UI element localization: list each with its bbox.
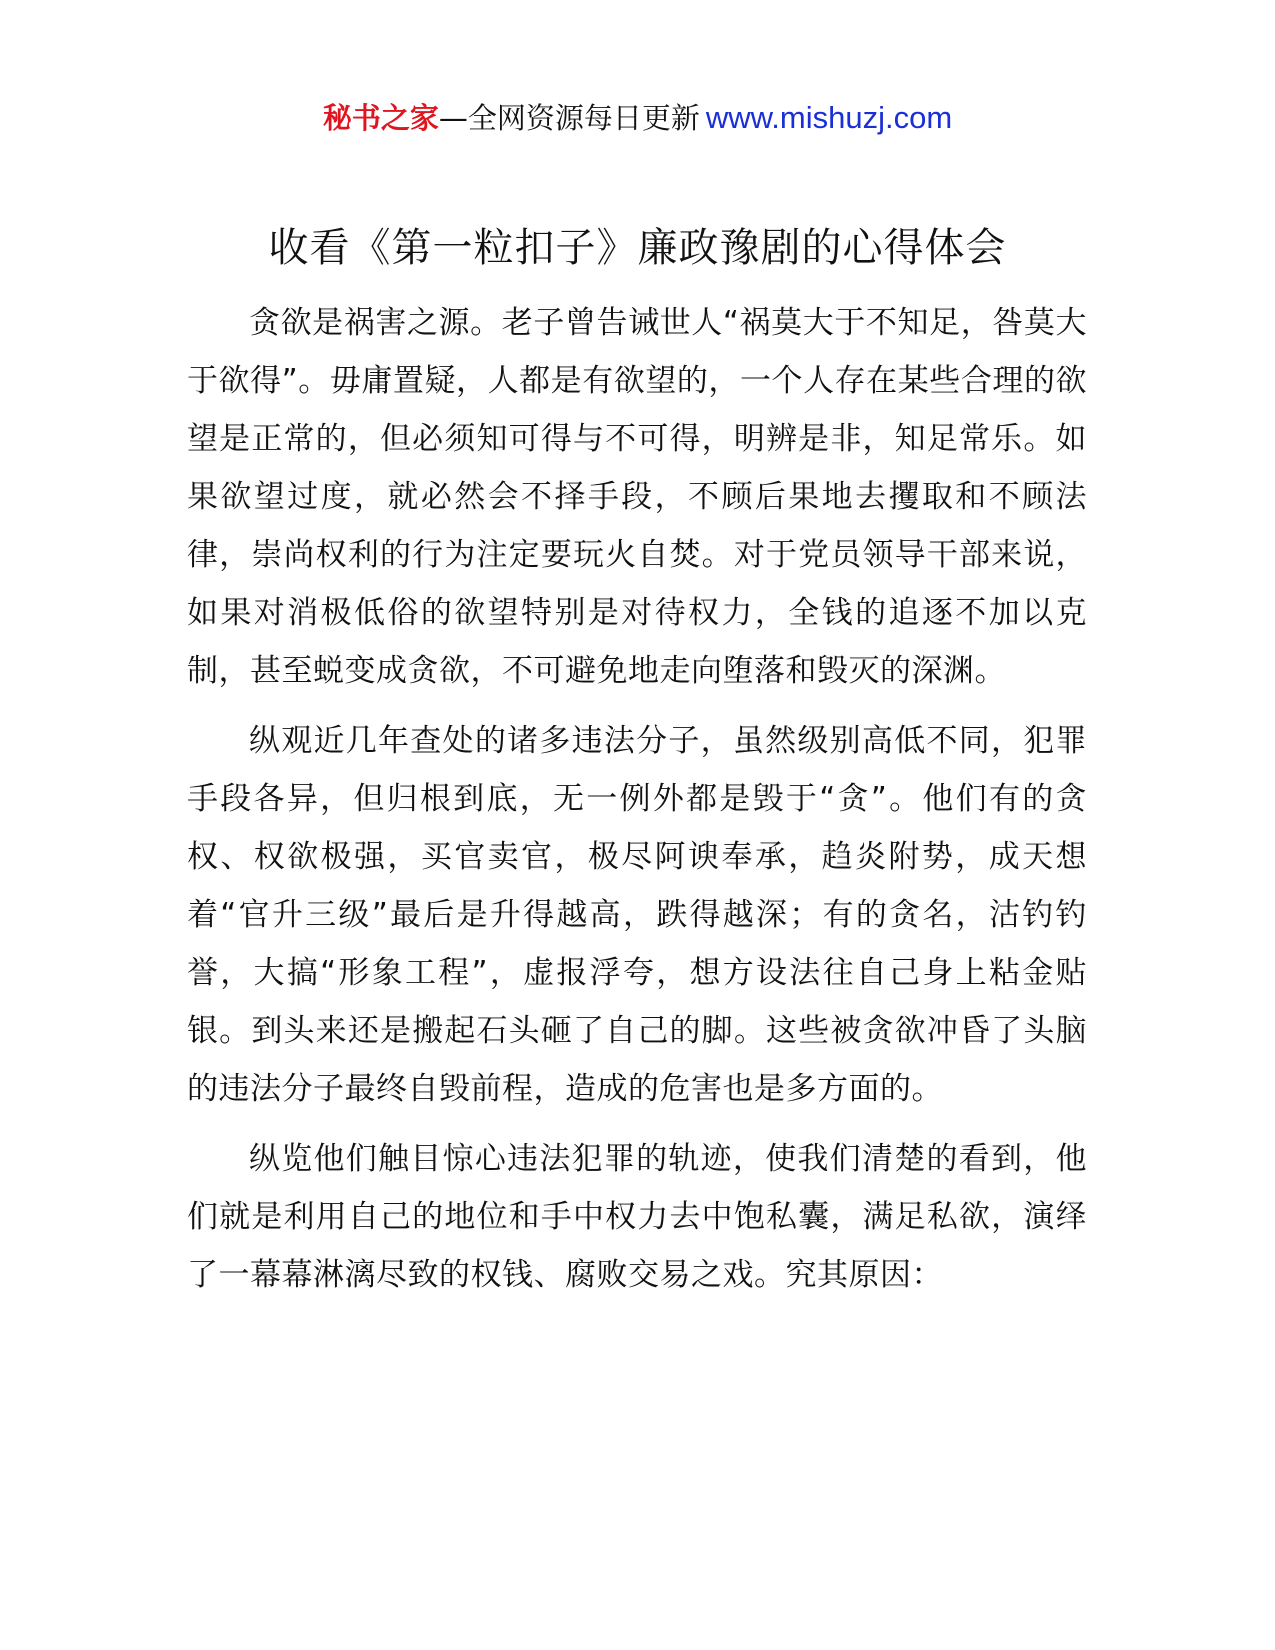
header-slogan: —全网资源每日更新 [438,101,700,135]
paragraph-1: 贪欲是祸害之源。老子曾告诫世人“祸莫大于不知足，咎莫大于欲得”。毋庸置疑，人都是有欲望的，一个人存在某些合理的欲望是正常的，但必须知可得与不可得，明辨是非，知足常乐。如果欲望过度，就必然会不择手段，不顾后果地去攫取和不顾法律，崇尚权利的行为注定要玩火自焚。对于党员领导干部来说，如果对消极低俗的欲望特别是对待权力，全钱的追逐不加以克制，甚至蜕变成贪欲，不可避免地走向堕落和毁灭的深渊。 [187,305,1087,689]
page-header [0,98,1275,138]
header-brand: 秘书之家 [322,101,439,135]
paragraph-3: 纵览他们触目惊心违法犯罪的轨迹，使我们清楚的看到，他们就是利用自己的地位和手中权力去中饱私囊，满足私欲，演绎了一幕幕淋漓尽致的权钱、腐败交易之戏。究其原因： [187,1141,1087,1293]
document-title: 收看《第一粒扣子》廉政豫剧的心得体会 [268,225,1007,271]
paragraph-2: 纵观近几年查处的诸多违法分子，虽然级别高低不同，犯罪手段各异，但归根到底，无一例外都是毁于“贪”。他们有的贪权、权欲极强，买官卖官，极尽阿谀奉承，趋炎附势，成天想着“官升三级”最后是升得越高，跌得越深；有的贪名，沽钓钓誉，大搞“形象工程”，虚报浮夸，想方设法往自己身上粘金贴银。到头来还是搬起石头砸了自己的脚。这些被贪欲冲昏了头脑的违法分子最终自毁前程，造成的危害也是多方面的。 [187,723,1087,1107]
document-body [187,294,1087,1316]
header-url-link[interactable]: www.mishuzj.com [705,100,953,135]
